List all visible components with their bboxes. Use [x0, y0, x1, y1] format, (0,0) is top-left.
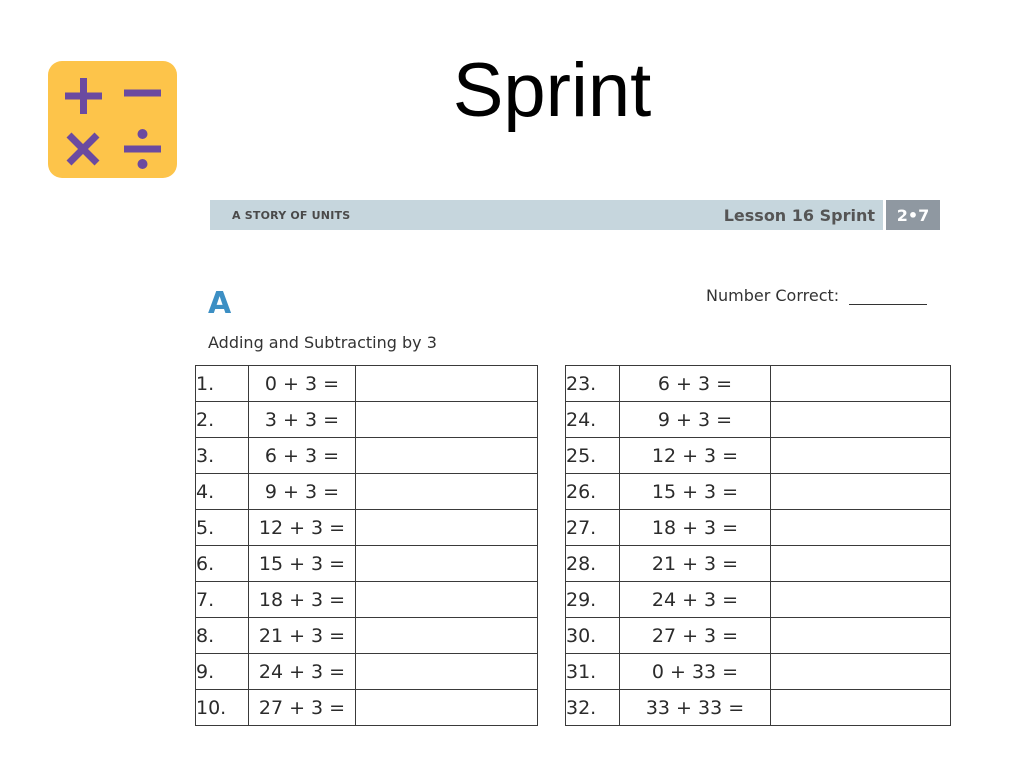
answer-cell[interactable]: [771, 366, 951, 402]
answer-cell[interactable]: [356, 618, 538, 654]
worksheet-subtitle: Adding and Subtracting by 3: [208, 333, 437, 352]
problem-number: 9.: [196, 654, 249, 690]
answer-cell[interactable]: [356, 546, 538, 582]
answer-cell[interactable]: [356, 402, 538, 438]
lesson-label: Lesson 16 Sprint: [723, 205, 875, 225]
problem-row: [196, 546, 538, 582]
problem-number: 28.: [566, 546, 620, 582]
problem-number: 26.: [566, 474, 620, 510]
problem-number: 31.: [566, 654, 620, 690]
problem-number: 8.: [196, 618, 249, 654]
slide-title: Sprint: [452, 48, 652, 133]
answer-cell[interactable]: [771, 546, 951, 582]
grade-module-badge: 2•7: [886, 200, 940, 230]
problem-expression: 3 + 3 =: [249, 402, 356, 438]
number-correct-blank[interactable]: [849, 290, 927, 305]
problem-expression: 6 + 3 =: [249, 438, 356, 474]
problem-expression: 15 + 3 =: [249, 546, 356, 582]
problem-expression: 33 + 33 =: [620, 690, 771, 726]
problem-number: 2.: [196, 402, 249, 438]
problem-row: [566, 654, 951, 690]
problem-table-left: [195, 365, 538, 726]
problem-expression: 24 + 3 =: [249, 654, 356, 690]
problem-expression: 0 + 3 =: [249, 366, 356, 402]
answer-cell[interactable]: [771, 690, 951, 726]
problem-expression: 27 + 3 =: [249, 690, 356, 726]
answer-cell[interactable]: [356, 582, 538, 618]
problem-row: [196, 510, 538, 546]
problem-expression: 24 + 3 =: [620, 582, 771, 618]
problem-row: [566, 402, 951, 438]
problem-row: [566, 510, 951, 546]
problem-expression: 9 + 3 =: [620, 402, 771, 438]
problem-expression: 21 + 3 =: [249, 618, 356, 654]
problem-row: [566, 474, 951, 510]
problem-number: 30.: [566, 618, 620, 654]
problem-expression: 9 + 3 =: [249, 474, 356, 510]
answer-cell[interactable]: [356, 510, 538, 546]
problem-number: 25.: [566, 438, 620, 474]
problem-row: [566, 690, 951, 726]
answer-cell[interactable]: [771, 474, 951, 510]
problem-number: 1.: [196, 366, 249, 402]
answer-cell[interactable]: [771, 510, 951, 546]
problem-expression: 0 + 33 =: [620, 654, 771, 690]
problem-number: 24.: [566, 402, 620, 438]
problem-number: 27.: [566, 510, 620, 546]
problem-row: [566, 582, 951, 618]
problem-number: 29.: [566, 582, 620, 618]
problem-row: [196, 402, 538, 438]
problem-row: [566, 618, 951, 654]
problem-number: 23.: [566, 366, 620, 402]
problem-row: [566, 438, 951, 474]
problem-row: [196, 366, 538, 402]
answer-cell[interactable]: [356, 474, 538, 510]
answer-cell[interactable]: [356, 690, 538, 726]
problem-number: 3.: [196, 438, 249, 474]
problem-table-right: [565, 365, 951, 726]
answer-cell[interactable]: [356, 366, 538, 402]
problem-number: 6.: [196, 546, 249, 582]
answer-cell[interactable]: [771, 582, 951, 618]
section-letter: A: [208, 286, 232, 321]
problem-number: 32.: [566, 690, 620, 726]
series-label: A STORY OF UNITS: [232, 208, 351, 222]
answer-cell[interactable]: [771, 654, 951, 690]
answer-cell[interactable]: [771, 438, 951, 474]
problem-row: [196, 618, 538, 654]
number-correct-label: Number Correct:: [706, 286, 840, 305]
problem-expression: 27 + 3 =: [620, 618, 771, 654]
problem-number: 5.: [196, 510, 249, 546]
answer-cell[interactable]: [771, 618, 951, 654]
problem-row: [566, 546, 951, 582]
problem-expression: 21 + 3 =: [620, 546, 771, 582]
problem-expression: 18 + 3 =: [620, 510, 771, 546]
number-correct: [706, 286, 927, 305]
problem-expression: 18 + 3 =: [249, 582, 356, 618]
problem-expression: 15 + 3 =: [620, 474, 771, 510]
answer-cell[interactable]: [356, 654, 538, 690]
problem-row: [196, 474, 538, 510]
problem-number: 4.: [196, 474, 249, 510]
answer-cell[interactable]: [771, 402, 951, 438]
problem-row: [196, 438, 538, 474]
problem-number: 10.: [196, 690, 249, 726]
problem-row: [196, 582, 538, 618]
worksheet-header: [210, 200, 940, 230]
problem-expression: 12 + 3 =: [620, 438, 771, 474]
problem-number: 7.: [196, 582, 249, 618]
problem-row: [566, 366, 951, 402]
answer-cell[interactable]: [356, 438, 538, 474]
problem-row: [196, 690, 538, 726]
problem-expression: 6 + 3 =: [620, 366, 771, 402]
problem-expression: 12 + 3 =: [249, 510, 356, 546]
problem-row: [196, 654, 538, 690]
